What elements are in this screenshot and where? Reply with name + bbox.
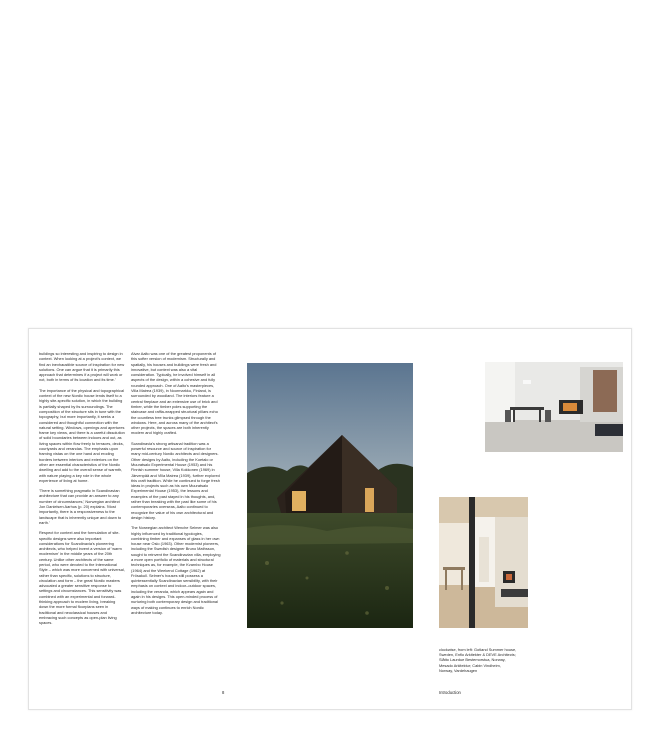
caption-line: clockwise, from left: Gotland Summer house, — [439, 647, 517, 652]
photo-caption — [439, 647, 539, 673]
book-spread — [28, 328, 632, 710]
page-number-left: 8 — [222, 690, 225, 695]
paragraph: Respect for context and the formulation of site-specific designs were also important considerations for Scandinavia's pioneering architects, who helped invent a version of 'warm modernism' in the middle years of the 20th century. Unlike other architects of the same period, who were devoted to the International Style – which was more concerned with universal, rather than specific, solutions to structure, circulation and form – the great Nordic masters advocated a greater sensitive response to settings and circumstances. This sensitivity was combined with an experimental and forward-thinking approach to modern living, breaking down the more formal floorplans seen in traditional and neoclassical houses and embracing such concepts as open-plan living spaces. — [39, 530, 125, 626]
caption-line: Norway, Vardehaugen — [439, 667, 478, 673]
text-column-2 — [131, 351, 221, 620]
caption-line: Slåtto Laurdue Bestemorstua, Norway, — [439, 657, 506, 663]
paragraph: Alvar Aalto was one of the greatest proponents of this softer version of modernism. Structurally and spatially, his houses and buildings were fresh and innovative, but context was also a vital consideration. Typically, he involved himself in all aspects of the design, within a cohesive and fully rounded approach. One of Aalto's masterpieces, Villa Mairea (1939), in Noormarkku, Finland, is surrounded by woodland. The interiors feature a central fireplace and an extensive use of brick and timber, while the timber poles supporting the staircase and raffia-wrapped structural pillars echo the countless tree trunks glimpsed through the windows. Here, and across many of the architect's other projects, the spaces are both inherently modern and highly crafted. — [131, 351, 218, 436]
section-title-footer: Introduction — [439, 690, 461, 695]
caption-line: Mesado Arkitektur; Cabin Vindheim, — [439, 662, 501, 668]
paragraph: The importance of the physical and topographical context of the new Nordic house lends itself to a highly site-specific solution, in which the building is partially shaped by its surroundings. The composition of the structure sits in tune with the topography, but more importantly, it seeks a considered and thoughtful connection with the natural setting. Windows, openings and apertures frame key views, and there is a careful dissolution of solid boundaries between indoors and out, as living spaces within flow freely to terraces, decks, courtyards and verandas. The emphasis upon framing vistas on the one hand and eroding borders between interiors and exteriors on the other are essential characteristics of the Nordic dwelling and add to the overall sense of warmth, with nature playing a key role in the whole experience of living at home. — [39, 387, 125, 483]
text-column-1 — [39, 351, 125, 631]
cabin-photo — [247, 363, 413, 628]
paragraph: buildings so interesting and inspiring to design in context. When looking at a project's context, we find an inexhaustible source of inspiration for new solutions. One can argue that it is primarily this approach that determines if a project will work or not, both in terms of its location and its time.' — [39, 351, 125, 383]
paragraph: 'There is something pragmatic in Scandinavian architecture that can provide an answer to any number of circumstances,' Norwegian architect Jon Danielsen Aarhus (p. 20) explains. 'Most importantly, there is a responsiveness to the landscape that is inherently unique and down to earth.' — [39, 488, 122, 525]
paragraph: The Norwegian architect Wenche Selmer was also highly influenced by traditional typologies, combining timber and expanses of glass in her own house near Oslo (1963). Other modernist pioneers, including the Swedish designer Bruno Mathsson, sought to reinvent the Scandinavian villa, employing a more open portfolio of materials and structural techniques as, for example, the Kvarnbo House (1964) and the Weekend Cottage (1962) at Frösakull. Selmer's houses still possess a quintessentially Scandinavian sensibility, with their emphasis on context and indoor–outdoor spaces, including the veranda, which appears again and again in his designs. This open-minded process of nurturing both contemporary design and traditional ways of making continues to enrich Nordic architecture today. — [131, 525, 221, 615]
interior-photo-dining — [485, 362, 623, 452]
paragraph: Scandinavia's strong artisanal tradition was a powerful resource and source of inspiration for many mid-century Nordic architects and designers. Other designs by Aalto, including the Koetalo or Muuratsalo Experimental House (1953) and his Finnish summer house, Villa Kokkonen (1969) in Järvenpää and Villa Mairea (1939), further explored this craft tradition. While he continued to forge fresh ideas in projects such as his own Muuratsalo Experimental House (1953), the lessons and examples of the past stayed in his thoughts, and, rather than breaking with the past like some of his contemporaries overseas, Aalto continued to recognize the value of his own architectural and design history. — [131, 440, 220, 520]
caption-line: Sweden, Enflo Arkitekter & DEVE Architects; — [439, 652, 516, 658]
interior-photo-hallway — [439, 497, 528, 628]
